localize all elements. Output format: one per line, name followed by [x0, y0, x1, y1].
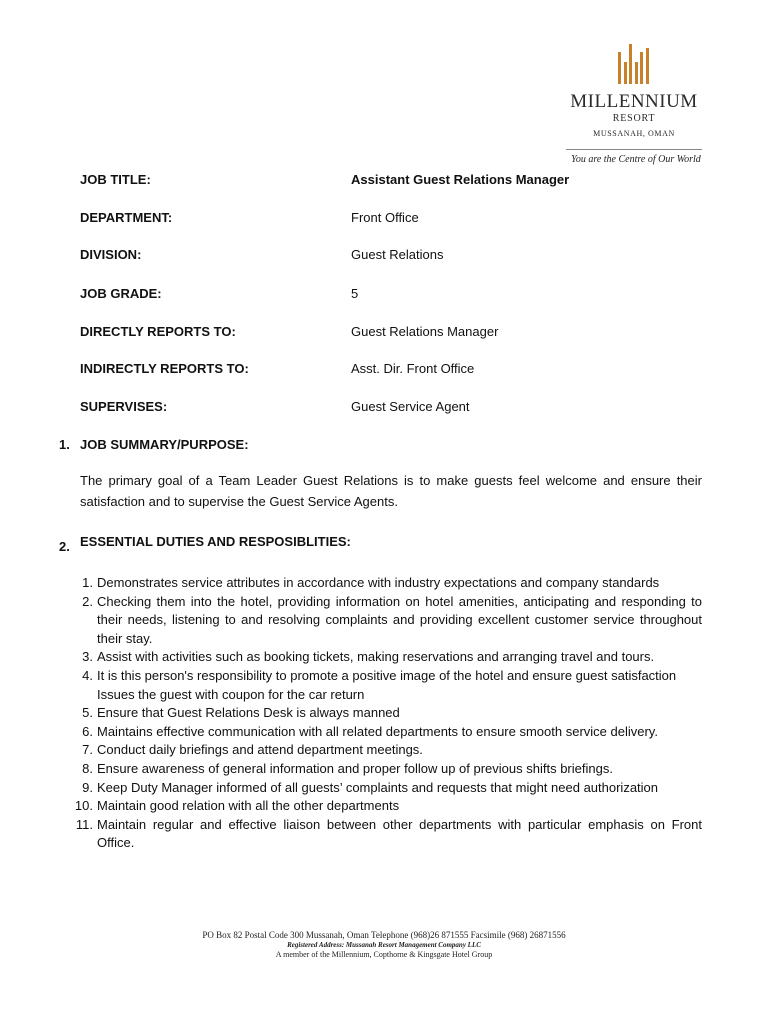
logo-divider: [566, 149, 702, 150]
info-label: INDIRECTLY REPORTS TO:: [80, 361, 249, 376]
list-item: [60, 574, 702, 593]
footer-registered-address: Registered Address: Mussanah Resort Management Company LLC: [287, 941, 481, 949]
millennium-logo: [564, 44, 704, 164]
millennium-bars-icon: [618, 44, 650, 84]
info-value: Front Office: [351, 210, 419, 225]
job-summary-text: The primary goal of a Team Leader Guest Relations is to make guests feel welcome and ensure their satisfaction and to supervise the Guest Service Agents.: [80, 473, 702, 509]
info-row-indirectly-reports-to: [80, 361, 710, 381]
info-row-job-grade: [80, 286, 710, 306]
info-row-division: [80, 247, 710, 267]
section-title-job-summary: JOB SUMMARY/PURPOSE:: [80, 437, 249, 452]
info-label: JOB GRADE:: [80, 286, 162, 301]
list-item-text: Demonstrates service attributes in accordance with industry expectations and company standards: [97, 575, 660, 590]
info-row-supervises: [80, 399, 710, 419]
list-item-number: 7.: [82, 742, 93, 758]
list-item-number: 11.: [75, 816, 93, 832]
info-value: Guest Service Agent: [351, 399, 470, 414]
list-item: [60, 779, 702, 798]
footer-contact: PO Box 82 Postal Code 300 Mussanah, Oman Telephone (968)26 871555 Facsimile (968) 26871556: [202, 930, 566, 940]
info-value: Asst. Dir. Front Office: [351, 361, 475, 376]
info-row-job-title: [80, 172, 710, 192]
section-number: 1.: [59, 437, 70, 452]
info-value: 5: [351, 286, 359, 301]
list-item-text: Assist with activities such as booking tickets, making reservations and arranging travel and tours.: [97, 649, 655, 665]
list-item-number: 5.: [82, 705, 93, 721]
info-label: DIRECTLY REPORTS TO:: [80, 324, 236, 339]
section-title-duties: ESSENTIAL DUTIES AND RESPOSIBLITIES:: [80, 534, 351, 549]
brand-subtitle: RESORT: [612, 113, 656, 124]
list-item: [60, 686, 702, 705]
brand-tagline: You are the Centre of Our World: [571, 154, 701, 165]
list-item-number: 2.: [82, 593, 93, 609]
info-value: Guest Relations Manager: [351, 324, 499, 339]
list-item-number: 3.: [82, 649, 93, 665]
list-item-text: It is this person's responsibility to promote a positive image of the hotel and ensure guest satisfaction: [97, 667, 677, 683]
list-item-number: 4.: [82, 667, 93, 683]
list-item: [60, 816, 702, 853]
list-item: [60, 667, 702, 686]
page-footer: [0, 930, 768, 960]
list-item-number: 1.: [82, 575, 93, 590]
info-row-department: [80, 210, 710, 230]
list-item: [60, 760, 702, 779]
list-item: [60, 741, 702, 760]
info-label: SUPERVISES:: [80, 399, 168, 414]
info-label: DIVISION:: [80, 247, 142, 262]
duties-list: [60, 574, 702, 853]
brand-name: MILLENNIUM: [570, 91, 698, 112]
list-item-text: Ensure that Guest Relations Desk is always manned: [97, 705, 400, 721]
list-item-text: Conduct daily briefings and attend department meetings.: [97, 742, 423, 758]
info-row-directly-reports-to: [80, 324, 710, 344]
list-item: [60, 593, 702, 649]
list-item-number: 8.: [82, 760, 93, 776]
section-number: 2.: [59, 539, 70, 554]
list-item-text: Issues the guest with coupon for the car return: [97, 686, 365, 702]
list-item-number: 6.: [82, 723, 93, 739]
info-label: JOB TITLE:: [80, 172, 151, 187]
list-item: [60, 797, 702, 816]
footer-group: A member of the Millennium, Copthorne & Kingsgate Hotel Group: [275, 950, 493, 959]
list-item: [60, 648, 702, 667]
list-item-text: Maintain good relation with all the other departments: [97, 798, 400, 814]
brand-location: MUSSANAH, OMAN: [593, 129, 675, 138]
info-value: Guest Relations: [351, 247, 444, 262]
info-label: DEPARTMENT:: [80, 210, 173, 225]
list-item-text: Keep Duty Manager informed of all guests’ complaints and requests that might need authorization: [97, 779, 659, 795]
list-item-text: Maintain regular and effective liaison between other departments with particular emphasis on Front Office.: [97, 816, 702, 851]
list-item: [60, 723, 702, 742]
info-value: Assistant Guest Relations Manager: [351, 172, 570, 187]
list-item-number: 9.: [82, 779, 93, 795]
list-item: [60, 704, 702, 723]
list-item-number: 10.: [74, 798, 93, 814]
list-item-text: Maintains effective communication with all related departments to ensure smooth service delivery.: [97, 723, 658, 739]
list-item-text: Checking them into the hotel, providing information on hotel amenities, anticipating and responding to their needs, listening to and resolving complaints and providing excellent customer service throughout their stay.: [97, 593, 702, 646]
list-item-text: Ensure awareness of general information and proper follow up of previous shifts briefings.: [97, 760, 613, 776]
